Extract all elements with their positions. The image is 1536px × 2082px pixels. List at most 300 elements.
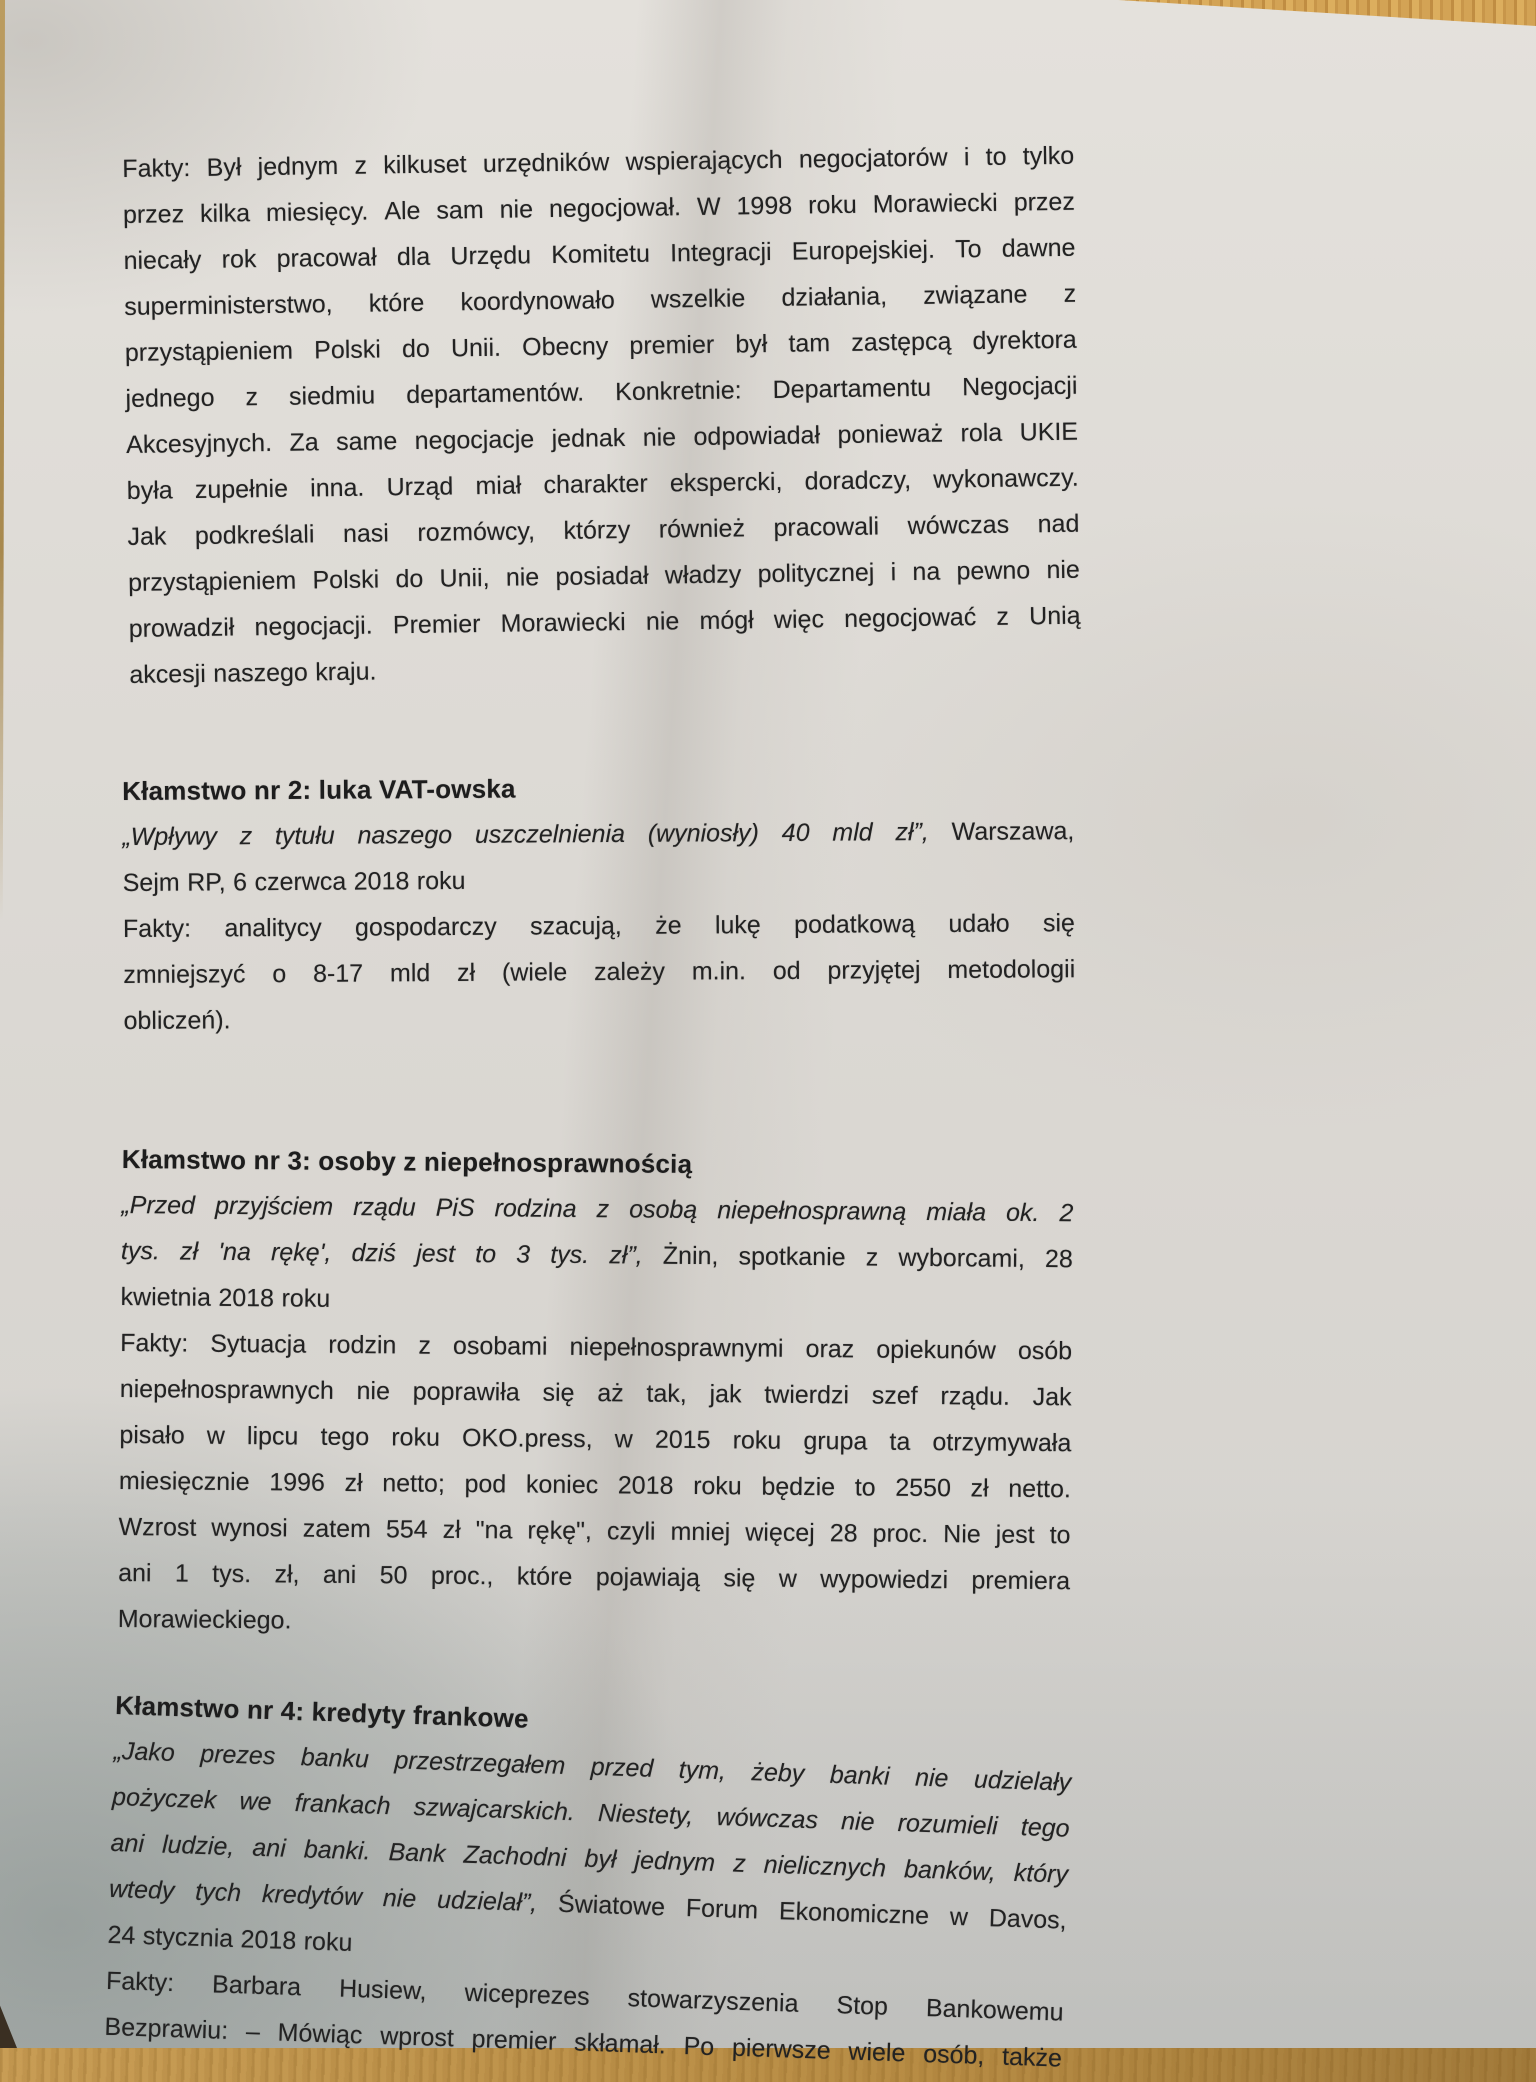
word: przyjściem: [214, 1191, 334, 1221]
word: Bank: [388, 1838, 447, 1869]
word: kraju.: [315, 657, 377, 687]
word: pierwsze: [731, 2033, 832, 2065]
word: była: [126, 476, 173, 505]
word: tych: [194, 1877, 242, 1908]
word: kilka: [199, 199, 251, 228]
word: 28: [829, 1519, 858, 1548]
word: Światowe: [557, 1889, 666, 1922]
word: jak: [709, 1380, 742, 1409]
word: tys.: [212, 1559, 252, 1589]
quote-paragraph: [122, 808, 1075, 906]
word: inna.: [309, 473, 365, 503]
word: z: [865, 1243, 879, 1272]
word: aż: [597, 1379, 624, 1408]
word: Żnin,: [662, 1241, 719, 1271]
word: tam: [788, 329, 831, 358]
word: pojawiają: [595, 1563, 701, 1593]
word: 2: [1059, 1199, 1074, 1228]
word: 2018: [218, 1283, 275, 1313]
word: (wiele: [501, 958, 568, 987]
word: osobami: [452, 1331, 548, 1361]
word: więc: [773, 605, 825, 634]
word: 6: [233, 868, 248, 897]
word: Bankowemu: [925, 1994, 1064, 2027]
word: wprost: [379, 2021, 455, 2053]
word: poprawiła: [412, 1377, 520, 1407]
word: nie: [642, 423, 677, 452]
quote-paragraph: [120, 1182, 1073, 1328]
word: „Przed: [121, 1190, 196, 1220]
word: jednym: [257, 151, 339, 182]
word: był: [735, 330, 768, 359]
word: działania,: [781, 282, 888, 312]
word: rodzin: [328, 1330, 397, 1360]
word: mld: [832, 818, 873, 847]
text-line: [118, 1504, 1070, 1558]
word: na: [912, 557, 941, 587]
word: Zachodni: [463, 1840, 567, 1873]
word: Po: [683, 2032, 715, 2062]
word: roku: [693, 1471, 742, 1501]
word: nielicznych: [763, 1850, 887, 1883]
word: pracowali: [773, 512, 880, 542]
word: nie: [914, 1763, 949, 1793]
word: zł”,: [609, 1241, 643, 1270]
word: zł: [344, 1468, 363, 1498]
word: jednak: [551, 424, 626, 454]
word: 2018: [617, 1471, 674, 1500]
word: tak,: [646, 1379, 687, 1408]
word: Wzrost: [118, 1512, 197, 1542]
word: wówczas: [716, 1802, 819, 1835]
word: roku: [303, 1927, 353, 1957]
word: żeby: [751, 1758, 805, 1788]
word: tytułu: [274, 821, 335, 851]
word: "na: [475, 1516, 513, 1545]
word: PiS: [435, 1193, 475, 1223]
word: Fakty:: [120, 1328, 189, 1358]
section-klamstwo-2: [122, 762, 1076, 1044]
word: siedmiu: [288, 381, 376, 411]
word: nie: [1046, 555, 1081, 585]
word: Stop: [836, 1991, 889, 2021]
word: z: [354, 151, 368, 180]
word: Integracji: [669, 237, 772, 268]
word: się: [1042, 909, 1075, 938]
word: pożyczek: [111, 1782, 217, 1815]
word: tym,: [678, 1755, 727, 1786]
word: przestrzegałem: [393, 1746, 566, 1780]
word: proc.,: [430, 1561, 494, 1591]
word: się: [723, 1564, 756, 1593]
word: superministerstwo,: [124, 290, 333, 321]
text-line: [118, 1550, 1070, 1604]
word: tys.: [550, 1240, 590, 1270]
word: opiekunów: [876, 1335, 996, 1365]
word: RP,: [187, 868, 226, 897]
word: pewno: [956, 556, 1031, 586]
word: przyjętej: [827, 956, 921, 985]
text-line: [121, 1228, 1073, 1282]
word: zastępcą: [851, 327, 952, 357]
word: 2018: [240, 1925, 297, 1956]
word: prezes: [199, 1739, 276, 1771]
word: dla: [396, 242, 431, 272]
word: wypowiedzi: [820, 1565, 949, 1595]
word: roku: [416, 866, 466, 896]
word: netto;: [382, 1469, 445, 1498]
word: zatem: [302, 1514, 372, 1544]
word: Ale: [384, 196, 421, 226]
word: –: [245, 2017, 261, 2046]
word: także: [1001, 2042, 1063, 2073]
word: we: [239, 1787, 272, 1817]
word: proc.: [872, 1519, 929, 1549]
word: Fakty:: [105, 1966, 175, 1998]
word: 1996: [269, 1468, 326, 1497]
word: banki: [829, 1760, 891, 1791]
word: wiceprezes: [464, 1978, 591, 2011]
word: kilkuset: [383, 150, 467, 180]
word: rządu: [353, 1193, 416, 1222]
word: będzie: [761, 1472, 836, 1502]
word: z: [245, 383, 259, 412]
word: to: [475, 1240, 497, 1269]
word: twierdzi: [764, 1380, 850, 1410]
word: doradczy,: [804, 466, 912, 496]
word: Fakty:: [122, 154, 191, 183]
word: ani: [322, 1560, 357, 1590]
word: którzy: [563, 515, 631, 545]
word: banki.: [303, 1835, 371, 1866]
word: 2015: [654, 1425, 711, 1455]
word: negocjacje: [414, 425, 535, 455]
word: które: [368, 288, 425, 318]
word: zł: [456, 958, 476, 987]
word: wszelkie: [650, 284, 746, 314]
word: naszego: [213, 658, 309, 688]
word: UKIE: [1019, 417, 1079, 447]
word: koniec: [525, 1470, 599, 1500]
word: roku: [281, 1284, 331, 1313]
word: Akcesyjnych.: [125, 428, 273, 459]
word: szwajcarskich.: [413, 1792, 576, 1827]
word: OKO.press,: [461, 1423, 593, 1454]
word: Ekonomiczne: [778, 1897, 930, 1931]
word: roku: [391, 1423, 441, 1452]
word: Mówiąc: [277, 2018, 363, 2050]
text-line: [123, 900, 1075, 952]
word: rola: [960, 418, 1003, 448]
word: więcej: [745, 1518, 815, 1548]
word: Polski: [313, 335, 382, 365]
word: 3: [516, 1240, 531, 1269]
word: metodologii: [947, 955, 1076, 984]
word: negocjatorów: [798, 143, 948, 174]
word: Urząd: [386, 472, 454, 502]
word: miał: [475, 471, 522, 501]
section-klamstwo-4: [104, 1682, 1074, 2082]
text-line: [120, 1366, 1072, 1420]
word: w: [949, 1902, 969, 1932]
word: władzy: [664, 560, 742, 590]
word: udzielały: [973, 1765, 1072, 1797]
word: dziś: [351, 1239, 397, 1268]
word: 28: [1044, 1245, 1073, 1274]
word: roku: [807, 190, 857, 220]
word: nie: [840, 1807, 875, 1837]
word: zł: [970, 1474, 989, 1503]
word: Unią: [1028, 601, 1081, 631]
word: wówczas: [907, 510, 1010, 541]
word: czyli: [606, 1517, 656, 1546]
word: rozmówcy,: [417, 517, 536, 547]
word: Konkretnie:: [614, 376, 742, 407]
word: skłamał.: [573, 2028, 667, 2060]
word: że: [655, 911, 682, 940]
word: przystąpieniem: [127, 566, 297, 597]
word: banku: [300, 1743, 370, 1774]
word: z: [418, 1331, 432, 1360]
section-heading: Kłamstwo nr 4: kredyty frankowe: [114, 1689, 530, 1734]
word: szef: [871, 1381, 918, 1410]
word: które: [516, 1562, 573, 1591]
word: się: [542, 1378, 575, 1407]
word: 40: [781, 818, 810, 847]
word: politycznej: [757, 558, 875, 589]
word: nasi: [342, 519, 390, 548]
section-heading: Kłamstwo nr 3: osoby z niepełnosprawnością: [121, 1143, 693, 1179]
word: rękę',: [270, 1238, 332, 1267]
word: osób,: [922, 2039, 985, 2070]
word: nad: [1037, 509, 1080, 539]
word: wynosi: [211, 1513, 288, 1543]
word: premier: [471, 2024, 557, 2056]
word: dyrektora: [972, 325, 1077, 356]
word: negocjacji.: [254, 611, 373, 642]
word: Bezprawiu:: [104, 2012, 229, 2045]
word: wykonawczy.: [933, 463, 1079, 494]
word: nie: [356, 1377, 391, 1406]
facts-paragraph: [122, 133, 1082, 698]
text-line: [118, 1596, 1070, 1650]
word: w: [778, 1564, 797, 1593]
word: urzędników: [482, 148, 610, 178]
word: 1: [174, 1559, 189, 1588]
word: Davos,: [988, 1904, 1068, 1935]
word: 2018: [353, 867, 410, 896]
word: zależy: [593, 957, 666, 987]
word: banków,: [903, 1855, 997, 1887]
text-line: [123, 946, 1075, 998]
word: mniej: [670, 1517, 731, 1547]
word: był: [584, 1844, 617, 1874]
word: wiele: [847, 2037, 906, 2068]
word: przed: [590, 1752, 654, 1783]
word: tego: [320, 1422, 370, 1452]
text-line: [120, 1320, 1072, 1374]
word: i: [963, 143, 970, 172]
text-line: [123, 992, 1075, 1044]
word: osobą: [629, 1195, 698, 1225]
word: związane: [923, 280, 1028, 310]
word: wspierających: [625, 145, 783, 176]
word: premier: [629, 330, 715, 360]
facts-paragraph: [123, 900, 1076, 1044]
word: Urzędu: [450, 241, 532, 271]
word: nie: [382, 1883, 417, 1914]
word: Morawiecki: [500, 608, 626, 638]
word: przystąpieniem: [124, 336, 294, 367]
word: ok.: [1005, 1198, 1040, 1228]
word: m.in.: [691, 957, 747, 986]
word: zł: [442, 1515, 461, 1544]
word: z: [1063, 279, 1077, 308]
word: pod: [464, 1470, 507, 1499]
text-line: [122, 808, 1074, 860]
word: sam: [436, 195, 484, 225]
word: Niestety,: [597, 1799, 694, 1831]
word: 1998: [736, 191, 793, 221]
facts-paragraph: [118, 1320, 1073, 1650]
word: negocjował.: [548, 193, 682, 224]
word: rządu.: [940, 1382, 1011, 1411]
word: same: [335, 427, 398, 457]
word: koordynowało: [460, 286, 615, 317]
word: prowadził: [128, 613, 235, 643]
word: przez: [1013, 187, 1076, 217]
word: rozumieli: [897, 1809, 999, 1841]
word: podatkową: [794, 910, 916, 939]
section-klamstwo-3: [118, 1136, 1074, 1650]
word: departamentów.: [406, 378, 585, 410]
word: rękę",: [527, 1516, 593, 1546]
word: otrzymywała: [932, 1428, 1072, 1458]
word: W: [696, 192, 721, 221]
word: wtedy: [108, 1874, 175, 1906]
word: ta: [889, 1427, 911, 1456]
word: zł: [179, 1237, 199, 1266]
quote-paragraph: [107, 1728, 1072, 1990]
word: gospodarczy: [354, 912, 497, 942]
word: ekspercki,: [669, 467, 783, 498]
word: udzielał”,: [436, 1885, 538, 1918]
word: Barbara: [211, 1970, 302, 2002]
word: niepełnosprawną: [717, 1196, 907, 1226]
text-line: [119, 1458, 1071, 1512]
word: grupa: [803, 1426, 868, 1456]
word: analitycy: [224, 913, 322, 943]
word: Nie: [943, 1520, 981, 1549]
word: ani: [110, 1828, 145, 1859]
word: frankach: [294, 1788, 392, 1821]
word: Departamentu: [772, 373, 932, 404]
word: w: [614, 1425, 633, 1454]
word: szacują,: [530, 911, 622, 941]
word: Fakty:: [122, 914, 192, 943]
word: pisało: [119, 1420, 185, 1450]
word: dawne: [1001, 233, 1076, 263]
word: miesięcy.: [265, 197, 369, 227]
word: Za: [289, 428, 319, 457]
word: Negocjacji: [961, 371, 1078, 402]
text-line: [121, 1182, 1073, 1236]
word: negocjować: [843, 603, 977, 633]
word: tego: [1020, 1813, 1071, 1843]
word: posiadał: [555, 561, 649, 591]
word: jest: [416, 1239, 456, 1268]
word: 24: [107, 1920, 136, 1950]
word: stycznia: [142, 1922, 234, 1954]
word: to: [985, 142, 1007, 171]
word: który: [1013, 1858, 1069, 1889]
word: niepełnosprawnymi: [569, 1332, 784, 1363]
word: oraz: [805, 1334, 855, 1364]
word: charakter: [543, 469, 648, 500]
word: udało: [948, 909, 1010, 938]
word: 50: [379, 1561, 408, 1590]
word: (wyniosły): [647, 819, 760, 848]
word: w: [206, 1421, 226, 1450]
word: nie: [499, 195, 534, 224]
section-fakty-negocjacje: [122, 133, 1082, 698]
word: Morawiecki: [872, 188, 998, 219]
word: miała: [926, 1198, 987, 1227]
word: Był: [206, 153, 242, 182]
word: uszczelnienia: [474, 819, 626, 849]
word: odpowiadał: [693, 421, 821, 452]
word: roku: [732, 1426, 782, 1455]
word: lukę: [714, 911, 761, 940]
word: premiera: [971, 1566, 1071, 1596]
word: mld: [389, 959, 431, 988]
word: Jak: [127, 522, 167, 551]
word: rodzina: [494, 1194, 577, 1223]
word: mógł: [699, 606, 754, 635]
word: Unii.: [450, 333, 502, 363]
page-text: [104, 141, 1081, 2073]
word: i: [890, 558, 897, 587]
word: tylko: [1022, 141, 1075, 171]
word: 554: [385, 1515, 428, 1544]
word: 2550: [895, 1473, 952, 1503]
word: Premier: [392, 610, 481, 640]
word: akcesji: [129, 659, 206, 689]
word: jednego: [125, 383, 215, 413]
word: Polski: [312, 565, 380, 595]
word: kwietnia: [120, 1282, 212, 1312]
word: wyborcami,: [898, 1243, 1025, 1273]
word: Morawieckiego.: [117, 1604, 292, 1635]
word: nie: [505, 563, 540, 592]
word: osób: [1017, 1336, 1073, 1366]
word: 8-17: [312, 959, 364, 988]
text-line: [123, 854, 1075, 906]
word: Obecny: [521, 332, 609, 362]
word: obliczeń).: [123, 1006, 231, 1035]
word: „Jako: [113, 1736, 176, 1767]
word: Komitetu: [551, 239, 651, 270]
word: kredytów: [261, 1879, 363, 1912]
word: To: [954, 235, 982, 264]
word: Forum: [685, 1894, 759, 1925]
word: niecały: [123, 245, 202, 275]
text-line: [120, 1274, 1072, 1328]
word: Sytuacja: [210, 1329, 307, 1359]
word: ponieważ: [837, 419, 944, 450]
word: rok: [221, 245, 257, 274]
word: Warszawa,: [951, 817, 1075, 846]
